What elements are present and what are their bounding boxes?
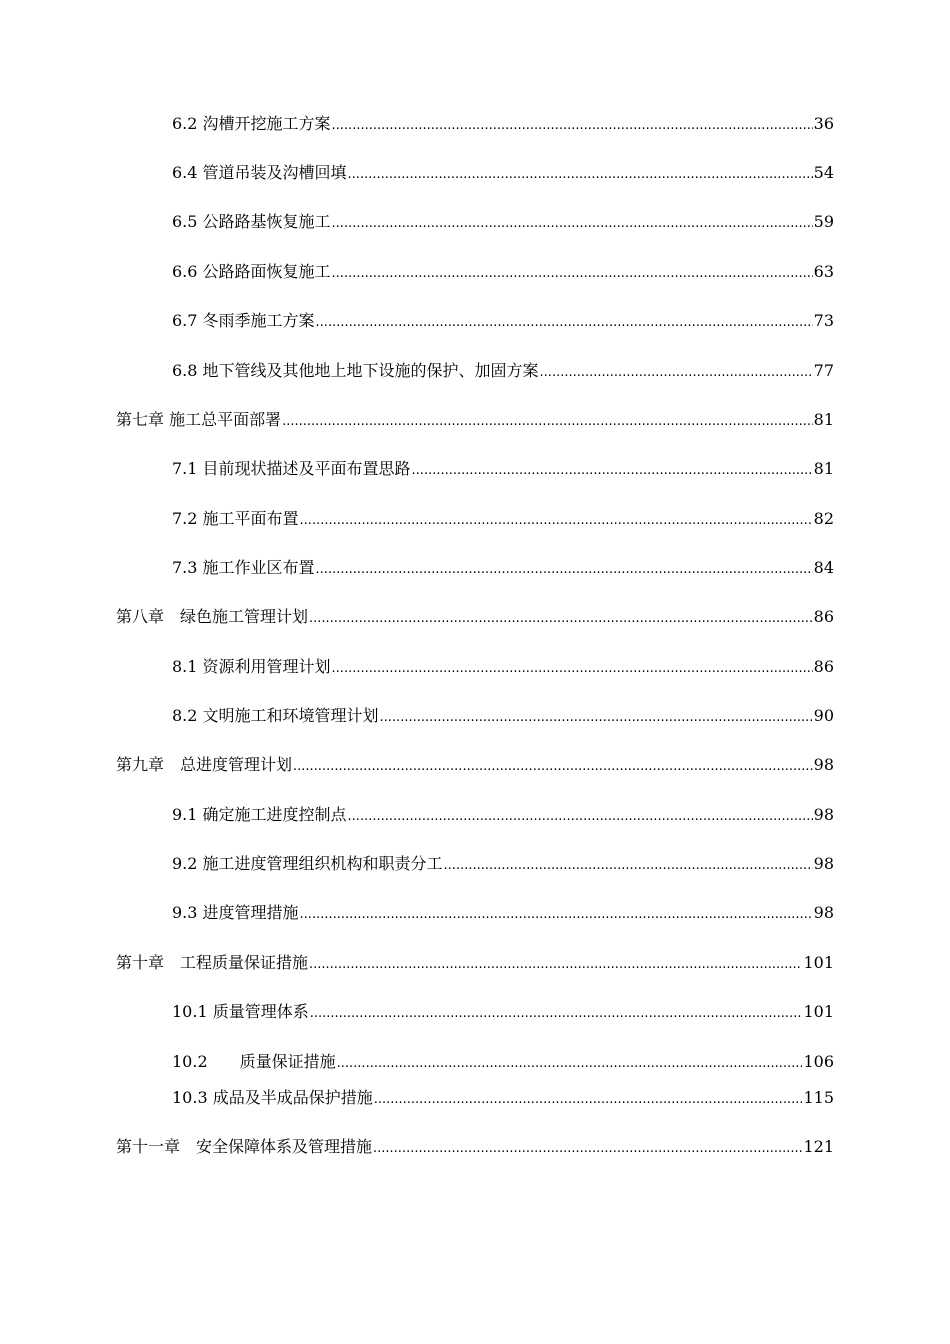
toc-leader-dots bbox=[309, 609, 813, 629]
toc-entry bbox=[172, 903, 834, 925]
toc-leader-dots bbox=[380, 708, 813, 728]
toc-leader-dots bbox=[332, 116, 813, 136]
toc-entry-page: 98 bbox=[813, 903, 834, 922]
toc-entry-title: 第十章 工程质量保证措施 bbox=[116, 953, 309, 972]
toc-entry-title: 6.5 公路路基恢复施工 bbox=[172, 212, 331, 231]
toc-entry-page: 86 bbox=[813, 607, 834, 626]
toc-entry bbox=[172, 262, 834, 284]
toc-leader-dots bbox=[337, 1054, 803, 1074]
toc-entry-title: 8.2 文明施工和环境管理计划 bbox=[172, 706, 379, 725]
toc-entry-page: 101 bbox=[803, 1002, 834, 1021]
toc-entry-page: 63 bbox=[813, 262, 834, 281]
toc-entry-title: 8.1 资源利用管理计划 bbox=[172, 657, 331, 676]
toc-leader-dots bbox=[412, 461, 813, 481]
toc-entry bbox=[172, 1052, 834, 1074]
toc-leader-dots bbox=[282, 412, 813, 432]
toc-entry bbox=[172, 311, 834, 333]
toc-entry-page: 84 bbox=[813, 558, 834, 577]
toc-entry-title: 9.3 进度管理措施 bbox=[172, 903, 299, 922]
toc-chapter-entry bbox=[116, 1137, 834, 1159]
toc-entry-title: 7.3 施工作业区布置 bbox=[172, 558, 315, 577]
toc-leader-dots bbox=[309, 955, 802, 975]
toc-chapter-entry bbox=[116, 953, 834, 975]
toc-chapter-entry bbox=[116, 607, 834, 629]
toc-leader-dots bbox=[332, 214, 813, 234]
toc-entry-page: 36 bbox=[813, 114, 834, 133]
toc-entry-page: 98 bbox=[813, 854, 834, 873]
toc-entry-title: 第九章 总进度管理计划 bbox=[116, 755, 293, 774]
toc-leader-dots bbox=[293, 757, 813, 777]
toc-leader-dots bbox=[332, 659, 813, 679]
toc-entry-title: 6.2 沟槽开挖施工方案 bbox=[172, 114, 331, 133]
toc-entry-title: 6.8 地下管线及其他地上地下设施的保护、加固方案 bbox=[172, 361, 539, 380]
toc-entry-title: 10.3 成品及半成品保护措施 bbox=[172, 1088, 373, 1107]
toc-entry bbox=[172, 212, 834, 234]
toc-entry bbox=[172, 509, 834, 531]
toc-entry-page: 106 bbox=[803, 1052, 834, 1071]
toc-entry-page: 121 bbox=[803, 1137, 834, 1156]
toc-leader-dots bbox=[316, 313, 813, 333]
toc-entry-page: 98 bbox=[813, 805, 834, 824]
toc-leader-dots bbox=[310, 1004, 803, 1024]
toc-entry bbox=[172, 558, 834, 580]
toc-leader-dots bbox=[348, 807, 813, 827]
toc-entry bbox=[172, 114, 834, 136]
toc-entry bbox=[172, 854, 834, 876]
toc-leader-dots bbox=[444, 856, 813, 876]
toc-entry bbox=[172, 459, 834, 481]
toc-entry-title: 6.7 冬雨季施工方案 bbox=[172, 311, 315, 330]
toc-entry-page: 59 bbox=[813, 212, 834, 231]
toc-entry-page: 81 bbox=[813, 410, 834, 429]
toc-entry bbox=[172, 1002, 834, 1024]
toc-leader-dots bbox=[300, 511, 813, 531]
toc-entry-page: 115 bbox=[803, 1088, 834, 1107]
toc-leader-dots bbox=[373, 1139, 802, 1159]
toc-entry-title: 第八章 绿色施工管理计划 bbox=[116, 607, 309, 626]
toc-entry-title: 10.2 质量保证措施 bbox=[172, 1052, 336, 1071]
toc-entry-title: 9.1 确定施工进度控制点 bbox=[172, 805, 347, 824]
toc-entry-title: 6.4 管道吊装及沟槽回填 bbox=[172, 163, 347, 182]
toc-entry-title: 9.2 施工进度管理组织机构和职责分工 bbox=[172, 854, 443, 873]
toc-leader-dots bbox=[300, 905, 813, 925]
toc-chapter-entry bbox=[116, 410, 834, 432]
toc-entry bbox=[172, 1088, 834, 1110]
toc-entry-page: 81 bbox=[813, 459, 834, 478]
toc-entry-title: 6.6 公路路面恢复施工 bbox=[172, 262, 331, 281]
toc-entry-page: 73 bbox=[813, 311, 834, 330]
toc-entry bbox=[172, 361, 834, 383]
toc-entry-title: 第七章 施工总平面部署 bbox=[116, 410, 282, 429]
toc-entry-title: 7.1 目前现状描述及平面布置思路 bbox=[172, 459, 411, 478]
toc-entry-page: 90 bbox=[813, 706, 834, 725]
toc-entry-page: 98 bbox=[813, 755, 834, 774]
toc-entry-page: 82 bbox=[813, 509, 834, 528]
toc-entry bbox=[172, 805, 834, 827]
toc-leader-dots bbox=[316, 560, 813, 580]
toc-leader-dots bbox=[332, 264, 813, 284]
toc-leader-dots bbox=[540, 363, 813, 383]
toc-entry-title: 第十一章 安全保障体系及管理措施 bbox=[116, 1137, 373, 1156]
toc-entry-title: 7.2 施工平面布置 bbox=[172, 509, 299, 528]
toc-entry-page: 77 bbox=[813, 361, 834, 380]
toc-entry-page: 54 bbox=[813, 163, 834, 182]
toc-entry-title: 10.1 质量管理体系 bbox=[172, 1002, 309, 1021]
toc-leader-dots bbox=[348, 165, 813, 185]
toc-entry-page: 86 bbox=[813, 657, 834, 676]
toc-chapter-entry bbox=[116, 755, 834, 777]
toc-entry bbox=[172, 657, 834, 679]
toc-leader-dots bbox=[374, 1090, 803, 1110]
toc-entry bbox=[172, 163, 834, 185]
toc-entry-page: 101 bbox=[803, 953, 834, 972]
toc-entry bbox=[172, 706, 834, 728]
